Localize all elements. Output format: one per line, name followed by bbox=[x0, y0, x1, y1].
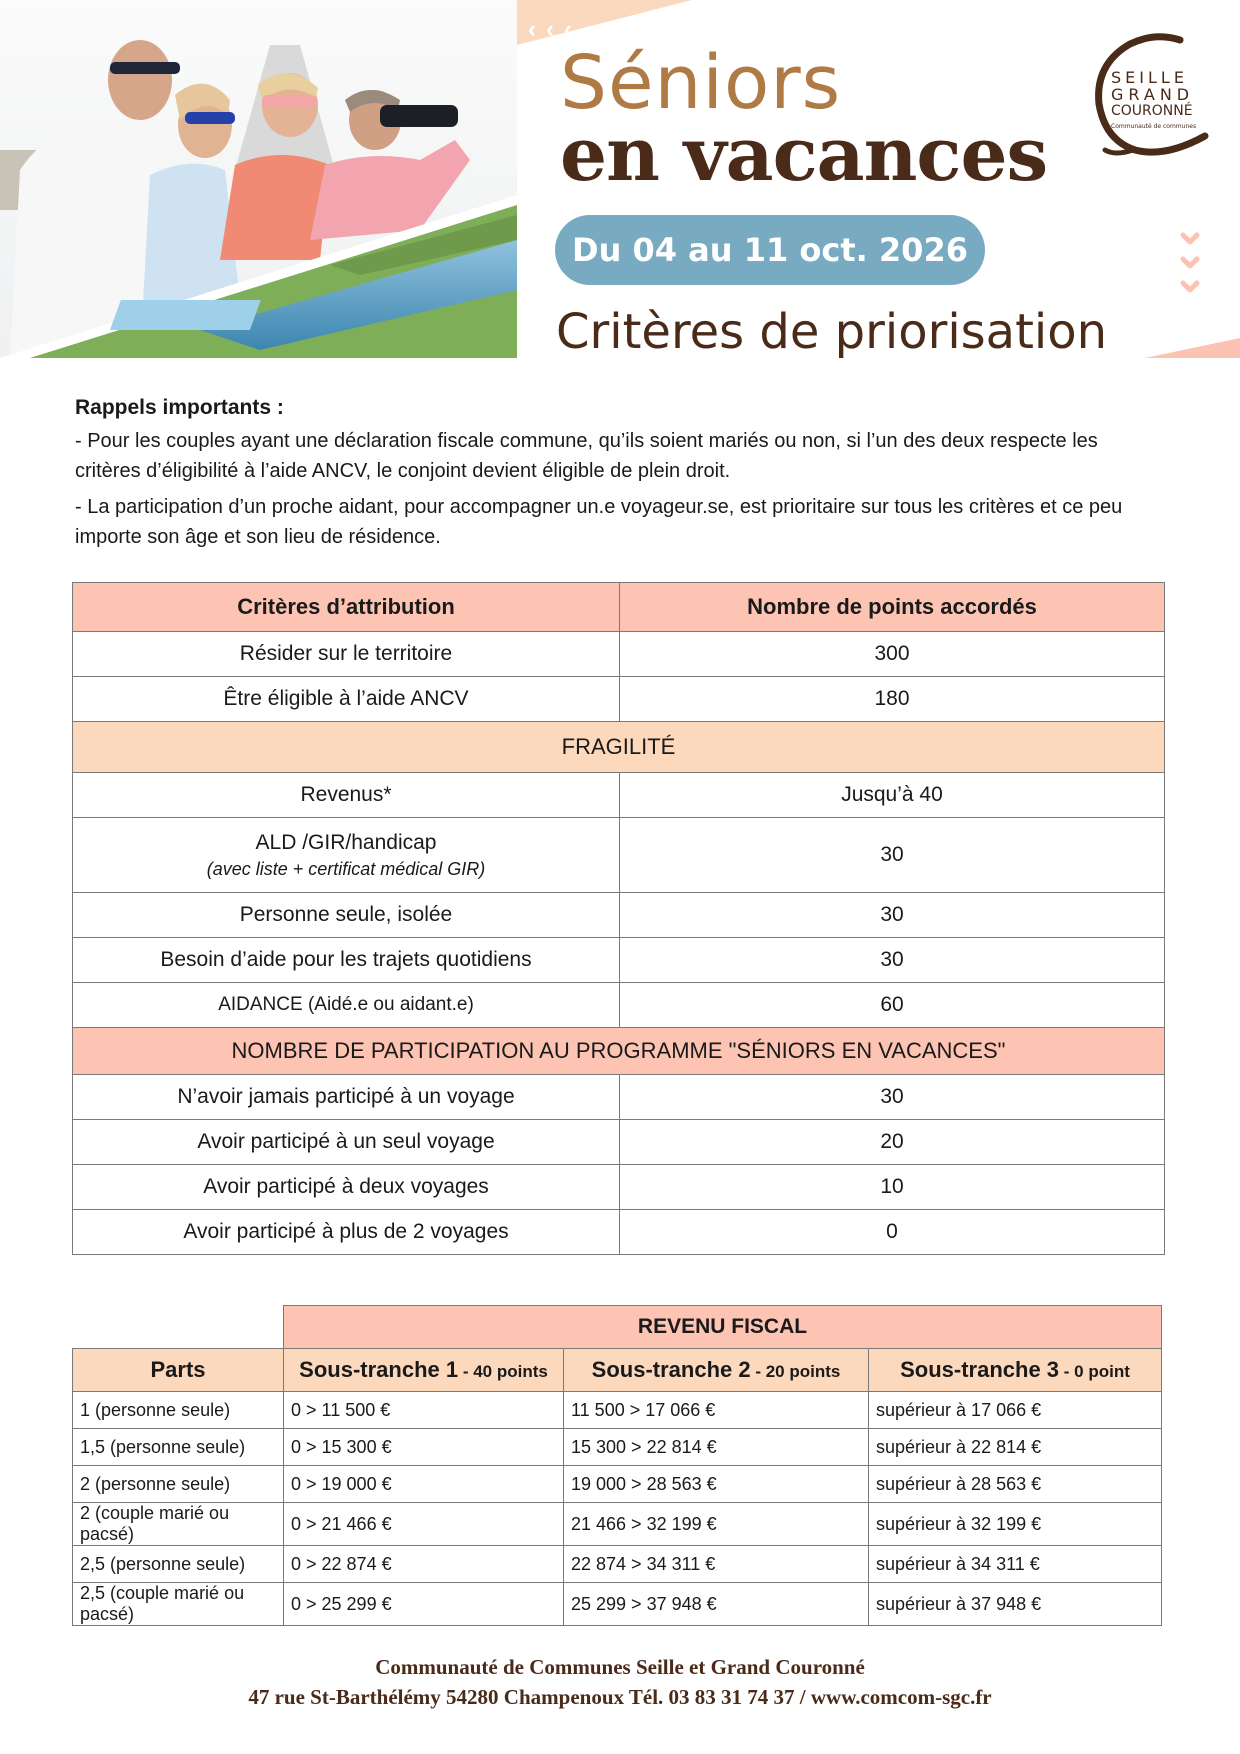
header-points: - 20 points bbox=[750, 1362, 841, 1381]
table-row bbox=[73, 1075, 1165, 1120]
section-title-fragility: FRAGILITÉ bbox=[73, 722, 1165, 773]
column-header-points: Nombre de points accordés bbox=[620, 583, 1165, 632]
criteria-points: 30 bbox=[620, 818, 1165, 893]
logo-line-1: SEILLE bbox=[1111, 68, 1188, 87]
footer bbox=[0, 1652, 1240, 1712]
parts-cell: 1 (personne seule) bbox=[73, 1392, 284, 1429]
group-header-revenu-fiscal: REVENU FISCAL bbox=[284, 1306, 1162, 1349]
criteria-points: 300 bbox=[620, 632, 1165, 677]
criteria-label: ALD /GIR/handicap bbox=[255, 830, 437, 854]
criteria-points: 20 bbox=[620, 1120, 1165, 1165]
hero-photo-illustration bbox=[0, 0, 517, 358]
column-header-criteria: Critères d’attribution bbox=[73, 583, 620, 632]
table-row bbox=[73, 1392, 1162, 1429]
header-label: Sous-tranche 1 bbox=[299, 1357, 459, 1382]
tranche-2-cell: 11 500 > 17 066 € bbox=[564, 1392, 869, 1429]
criteria-points: 10 bbox=[620, 1165, 1165, 1210]
parts-cell: 2 (personne seule) bbox=[73, 1466, 284, 1503]
table-row bbox=[73, 818, 1165, 893]
criteria-header-row bbox=[73, 583, 1165, 632]
criteria-label: Besoin d’aide pour les trajets quotidiens bbox=[73, 938, 620, 983]
logo-seille-grand-couronne bbox=[1085, 32, 1215, 162]
income-group-header-row bbox=[73, 1306, 1162, 1349]
title-line-2: en vacances bbox=[560, 112, 1048, 198]
logo-line-3: COURONNÉ bbox=[1111, 103, 1193, 119]
tranche-3-cell: supérieur à 28 563 € bbox=[869, 1466, 1162, 1503]
table-row bbox=[73, 632, 1165, 677]
parts-cell: 2,5 (personne seule) bbox=[73, 1546, 284, 1583]
header-points: - 0 point bbox=[1059, 1362, 1130, 1381]
reminder-item: - La participation d’un proche aidant, pour accompagner un.e voyageur.se, est prioritaire sur tous les critères et ce peu importe son âge et son lieu de résidence. bbox=[75, 496, 1123, 548]
table-row bbox=[73, 1546, 1162, 1583]
parts-cell: 2 (couple marié ou pacsé) bbox=[73, 1503, 284, 1546]
tranche-3-cell: supérieur à 37 948 € bbox=[869, 1583, 1162, 1626]
decor-peach-wedge bbox=[1145, 338, 1240, 358]
table-row bbox=[73, 1120, 1165, 1165]
footer-organization: Communauté de Communes Seille et Grand Couronné bbox=[375, 1655, 865, 1679]
criteria-label: Être éligible à l’aide ANCV bbox=[73, 677, 620, 722]
header-label: Sous-tranche 3 bbox=[900, 1357, 1060, 1382]
criteria-label: Résider sur le territoire bbox=[73, 632, 620, 677]
chevron-left-icon: ‹ bbox=[564, 16, 572, 43]
hero-photo bbox=[0, 0, 517, 358]
tranche-3-cell: supérieur à 22 814 € bbox=[869, 1429, 1162, 1466]
date-badge bbox=[555, 215, 985, 285]
tranche-2-cell: 19 000 > 28 563 € bbox=[564, 1466, 869, 1503]
chevron-left-icon: ‹ bbox=[546, 16, 554, 43]
column-header-tranche-1 bbox=[284, 1349, 564, 1392]
criteria-points: 180 bbox=[620, 677, 1165, 722]
criteria-label: Revenus* bbox=[73, 773, 620, 818]
income-table bbox=[72, 1305, 1162, 1626]
table-row bbox=[73, 1165, 1165, 1210]
criteria-label: AIDANCE (Aidé.e ou aidant.e) bbox=[73, 983, 620, 1028]
section-title-participation: NOMBRE DE PARTICIPATION AU PROGRAMME "SÉNIORS EN VACANCES" bbox=[73, 1028, 1165, 1075]
column-header-tranche-2 bbox=[564, 1349, 869, 1392]
tranche-3-cell: supérieur à 32 199 € bbox=[869, 1503, 1162, 1546]
tranche-3-cell: supérieur à 17 066 € bbox=[869, 1392, 1162, 1429]
criteria-points: 30 bbox=[620, 893, 1165, 938]
criteria-points: Jusqu’à 40 bbox=[620, 773, 1165, 818]
criteria-label: Avoir participé à deux voyages bbox=[73, 1165, 620, 1210]
criteria-points: 0 bbox=[620, 1210, 1165, 1255]
table-row bbox=[73, 1210, 1165, 1255]
table-row bbox=[73, 773, 1165, 818]
section-row-fragility bbox=[73, 722, 1165, 773]
tranche-1-cell: 0 > 19 000 € bbox=[284, 1466, 564, 1503]
title-line-1: Séniors bbox=[560, 40, 842, 126]
section-row-participation bbox=[73, 1028, 1165, 1075]
criteria-label-cell bbox=[73, 818, 620, 893]
header-label: Parts bbox=[150, 1357, 206, 1382]
parts-cell: 1,5 (personne seule) bbox=[73, 1429, 284, 1466]
table-row bbox=[73, 893, 1165, 938]
table-row bbox=[73, 1503, 1162, 1546]
tranche-2-cell: 25 299 > 37 948 € bbox=[564, 1583, 869, 1626]
table-row bbox=[73, 1466, 1162, 1503]
criteria-label: N’avoir jamais participé à un voyage bbox=[73, 1075, 620, 1120]
chevron-down-icon bbox=[1180, 280, 1200, 294]
criteria-table bbox=[72, 582, 1165, 1255]
criteria-points: 60 bbox=[620, 983, 1165, 1028]
tranche-1-cell: 0 > 22 874 € bbox=[284, 1546, 564, 1583]
tranche-1-cell: 0 > 11 500 € bbox=[284, 1392, 564, 1429]
parts-cell: 2,5 (couple marié ou pacsé) bbox=[73, 1583, 284, 1626]
reminders-title: Rappels importants : bbox=[75, 396, 284, 419]
table-row bbox=[73, 983, 1165, 1028]
criteria-sublabel: (avec liste + certificat médical GIR) bbox=[206, 858, 486, 879]
chevron-down-icon bbox=[1180, 232, 1200, 246]
chevron-down-icon bbox=[1180, 256, 1200, 270]
tranche-1-cell: 0 > 21 466 € bbox=[284, 1503, 564, 1546]
criteria-points: 30 bbox=[620, 1075, 1165, 1120]
criteria-label: Avoir participé à un seul voyage bbox=[73, 1120, 620, 1165]
table-row bbox=[73, 1429, 1162, 1466]
tranche-1-cell: 0 > 15 300 € bbox=[284, 1429, 564, 1466]
tranche-1-cell: 0 > 25 299 € bbox=[284, 1583, 564, 1626]
income-header-row bbox=[73, 1349, 1162, 1392]
column-header-parts bbox=[73, 1349, 284, 1392]
logo-line-2: GRAND bbox=[1111, 85, 1195, 104]
table-row bbox=[73, 938, 1165, 983]
page-subtitle: Critères de priorisation bbox=[556, 304, 1108, 360]
header-points: - 40 points bbox=[458, 1362, 548, 1381]
tranche-2-cell: 21 466 > 32 199 € bbox=[564, 1503, 869, 1546]
footer-contact: 47 rue St-Barthélémy 54280 Champenoux Tél. 03 83 31 74 37 / www.comcom-sgc.fr bbox=[248, 1685, 992, 1709]
criteria-label: Avoir participé à plus de 2 voyages bbox=[73, 1210, 620, 1255]
date-badge-text: Du 04 au 11 oct. 2026 bbox=[572, 231, 968, 269]
reminder-item: - Pour les couples ayant une déclaration fiscale commune, qu’ils soient mariés ou non, si l’un des deux respecte les critères d’éligibilité à l’aide ANCV, le conjoint devient éligible de plein droit. bbox=[75, 430, 1098, 482]
tranche-3-cell: supérieur à 34 311 € bbox=[869, 1546, 1162, 1583]
criteria-label: Personne seule, isolée bbox=[73, 893, 620, 938]
criteria-points: 30 bbox=[620, 938, 1165, 983]
empty-corner bbox=[73, 1306, 284, 1349]
chevron-left-icon: ‹ bbox=[528, 16, 536, 43]
tranche-2-cell: 22 874 > 34 311 € bbox=[564, 1546, 869, 1583]
table-row bbox=[73, 677, 1165, 722]
table-row bbox=[73, 1583, 1162, 1626]
reminders-section bbox=[75, 393, 1155, 558]
header-label: Sous-tranche 2 bbox=[591, 1357, 751, 1382]
column-header-tranche-3 bbox=[869, 1349, 1162, 1392]
decor-chevrons-down bbox=[1180, 232, 1200, 294]
logo-tagline: Communauté de communes bbox=[1111, 123, 1197, 130]
tranche-2-cell: 15 300 > 22 814 € bbox=[564, 1429, 869, 1466]
